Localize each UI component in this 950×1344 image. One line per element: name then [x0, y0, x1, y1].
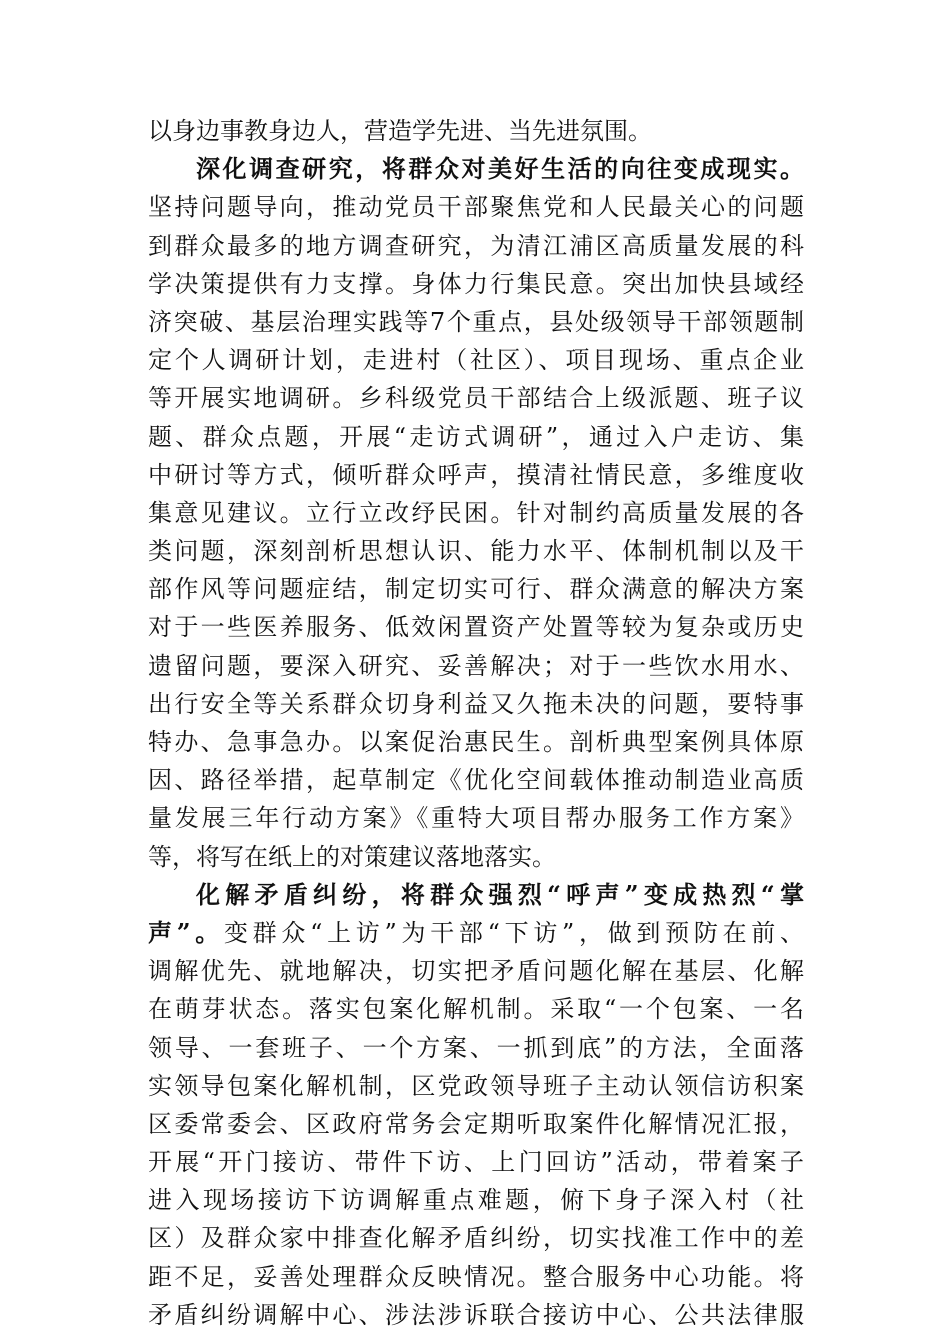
text-line — [148, 265, 804, 303]
body-text: 在萌芽状态。落实包案化解机制。采取“一个包案、一名 — [148, 995, 804, 1024]
text-line — [148, 876, 804, 914]
body-text: 调解优先、就地解决，切实把矛盾问题化解在基层、化解 — [148, 957, 804, 986]
body-text: 进入现场接访下访调解重点难题，俯下身子深入村（社 — [148, 1186, 804, 1215]
text-line — [148, 188, 804, 226]
text-line — [148, 418, 804, 456]
body-text: 对于一些医养服务、低效闲置资产处置等较为复杂或历史 — [148, 613, 804, 642]
body-text: 等开展实地调研。乡科级党员干部结合上级派题、班子议 — [148, 384, 804, 413]
body-text: 部作风等问题症结，制定切实可行、群众满意的解决方案 — [148, 575, 804, 604]
text-line — [148, 1258, 804, 1296]
text-line — [148, 1296, 804, 1334]
text-line — [148, 647, 804, 685]
text-line — [148, 494, 804, 532]
text-line — [148, 838, 804, 876]
text-line — [148, 1219, 804, 1257]
body-text: 集意见建议。立行立改纾民困。针对制约高质量发展的各 — [148, 498, 804, 527]
body-text: 特办、急事急办。以案促治惠民生。剖析典型案例具体原 — [148, 728, 804, 756]
text-line — [148, 532, 804, 570]
body-text: 实领导包案化解机制，区党政领导班子主动认领信访积案 — [148, 1071, 804, 1100]
body-text: 题、群众点题，开展“走访式调研”，通过入户走访、集 — [148, 422, 804, 451]
body-text: 遗留问题，要深入研究、妥善解决；对于一些饮水用水、 — [148, 651, 804, 680]
text-line — [148, 1029, 804, 1067]
body-text: 开展“开门接访、带件下访、上门回访”活动，带着案子 — [148, 1148, 804, 1177]
text-line — [148, 685, 804, 723]
body-text: 以身边事教身边人，营造学先进、当先进氛围。 — [148, 117, 652, 145]
text-line — [148, 1105, 804, 1143]
text-line — [148, 1181, 804, 1219]
body-text: 类问题，深刻剖析思想认识、能力水平、体制机制以及干 — [148, 537, 804, 566]
text-line — [148, 608, 804, 646]
text-line — [148, 341, 804, 379]
body-text: 因、路径举措，起草制定《优化空间载体推动制造业高质 — [148, 766, 804, 795]
text-line — [148, 1067, 804, 1105]
body-text: 区委常委会、区政府常务会定期听取案件化解情况汇报， — [148, 1109, 804, 1138]
body-text: 出行安全等关系群众切身利益又久拖未决的问题，要特事 — [148, 689, 804, 718]
body-text: 变群众“上访”为干部“下访”，做到预防在前、 — [223, 918, 804, 947]
body-text: 坚持问题导向，推动党员干部聚焦党和人民最关心的问题 — [148, 193, 804, 222]
text-line — [148, 952, 804, 990]
text-line — [148, 990, 804, 1028]
text-line — [148, 227, 804, 265]
body-text: 到群众最多的地方调查研究，为清江浦区高质量发展的科 — [148, 231, 804, 260]
body-text: 中研讨等方式，倾听群众呼声，摸清社情民意，多维度收 — [148, 460, 804, 489]
document-page — [148, 112, 804, 1334]
text-line — [148, 914, 804, 952]
text-line — [148, 761, 804, 799]
body-text: 距不足，妥善处理群众反映情况。整合服务中心功能。将 — [148, 1262, 804, 1291]
section-heading: 声”。 — [148, 917, 224, 947]
text-line — [148, 112, 804, 150]
body-text: 济突破、基层治理实践等7个重点，县处级领导干部领题制 — [148, 307, 804, 336]
text-line — [148, 799, 804, 837]
body-text: 等，将写在纸上的对策建议落地落实。 — [148, 842, 556, 871]
text-line — [148, 723, 804, 761]
text-line — [148, 1143, 804, 1181]
body-text: 区）及群众家中排查化解矛盾纠纷，切实找准工作中的差 — [148, 1224, 804, 1253]
text-line — [148, 570, 804, 608]
text-line — [148, 456, 804, 494]
section-heading: 化解矛盾纠纷，将群众强烈“呼声”变成热烈“掌 — [196, 879, 804, 909]
body-text: 定个人调研计划，走进村（社区）、项目现场、重点企业 — [148, 346, 804, 375]
text-line — [148, 379, 804, 417]
body-text: 量发展三年行动方案》《重特大项目帮办服务工作方案》 — [148, 804, 804, 833]
body-text: 领导、一套班子、一个方案、一抓到底”的方法，全面落 — [148, 1033, 804, 1062]
body-text: 学决策提供有力支撑。身体力行集民意。突出加快县域经 — [148, 269, 804, 298]
text-line — [148, 303, 804, 341]
body-text: 矛盾纠纷调解中心、涉法涉诉联合接访中心、公共法律服 — [148, 1300, 804, 1329]
text-line — [148, 150, 804, 188]
section-heading: 深化调查研究，将群众对美好生活的向往变成现实。 — [196, 154, 804, 184]
